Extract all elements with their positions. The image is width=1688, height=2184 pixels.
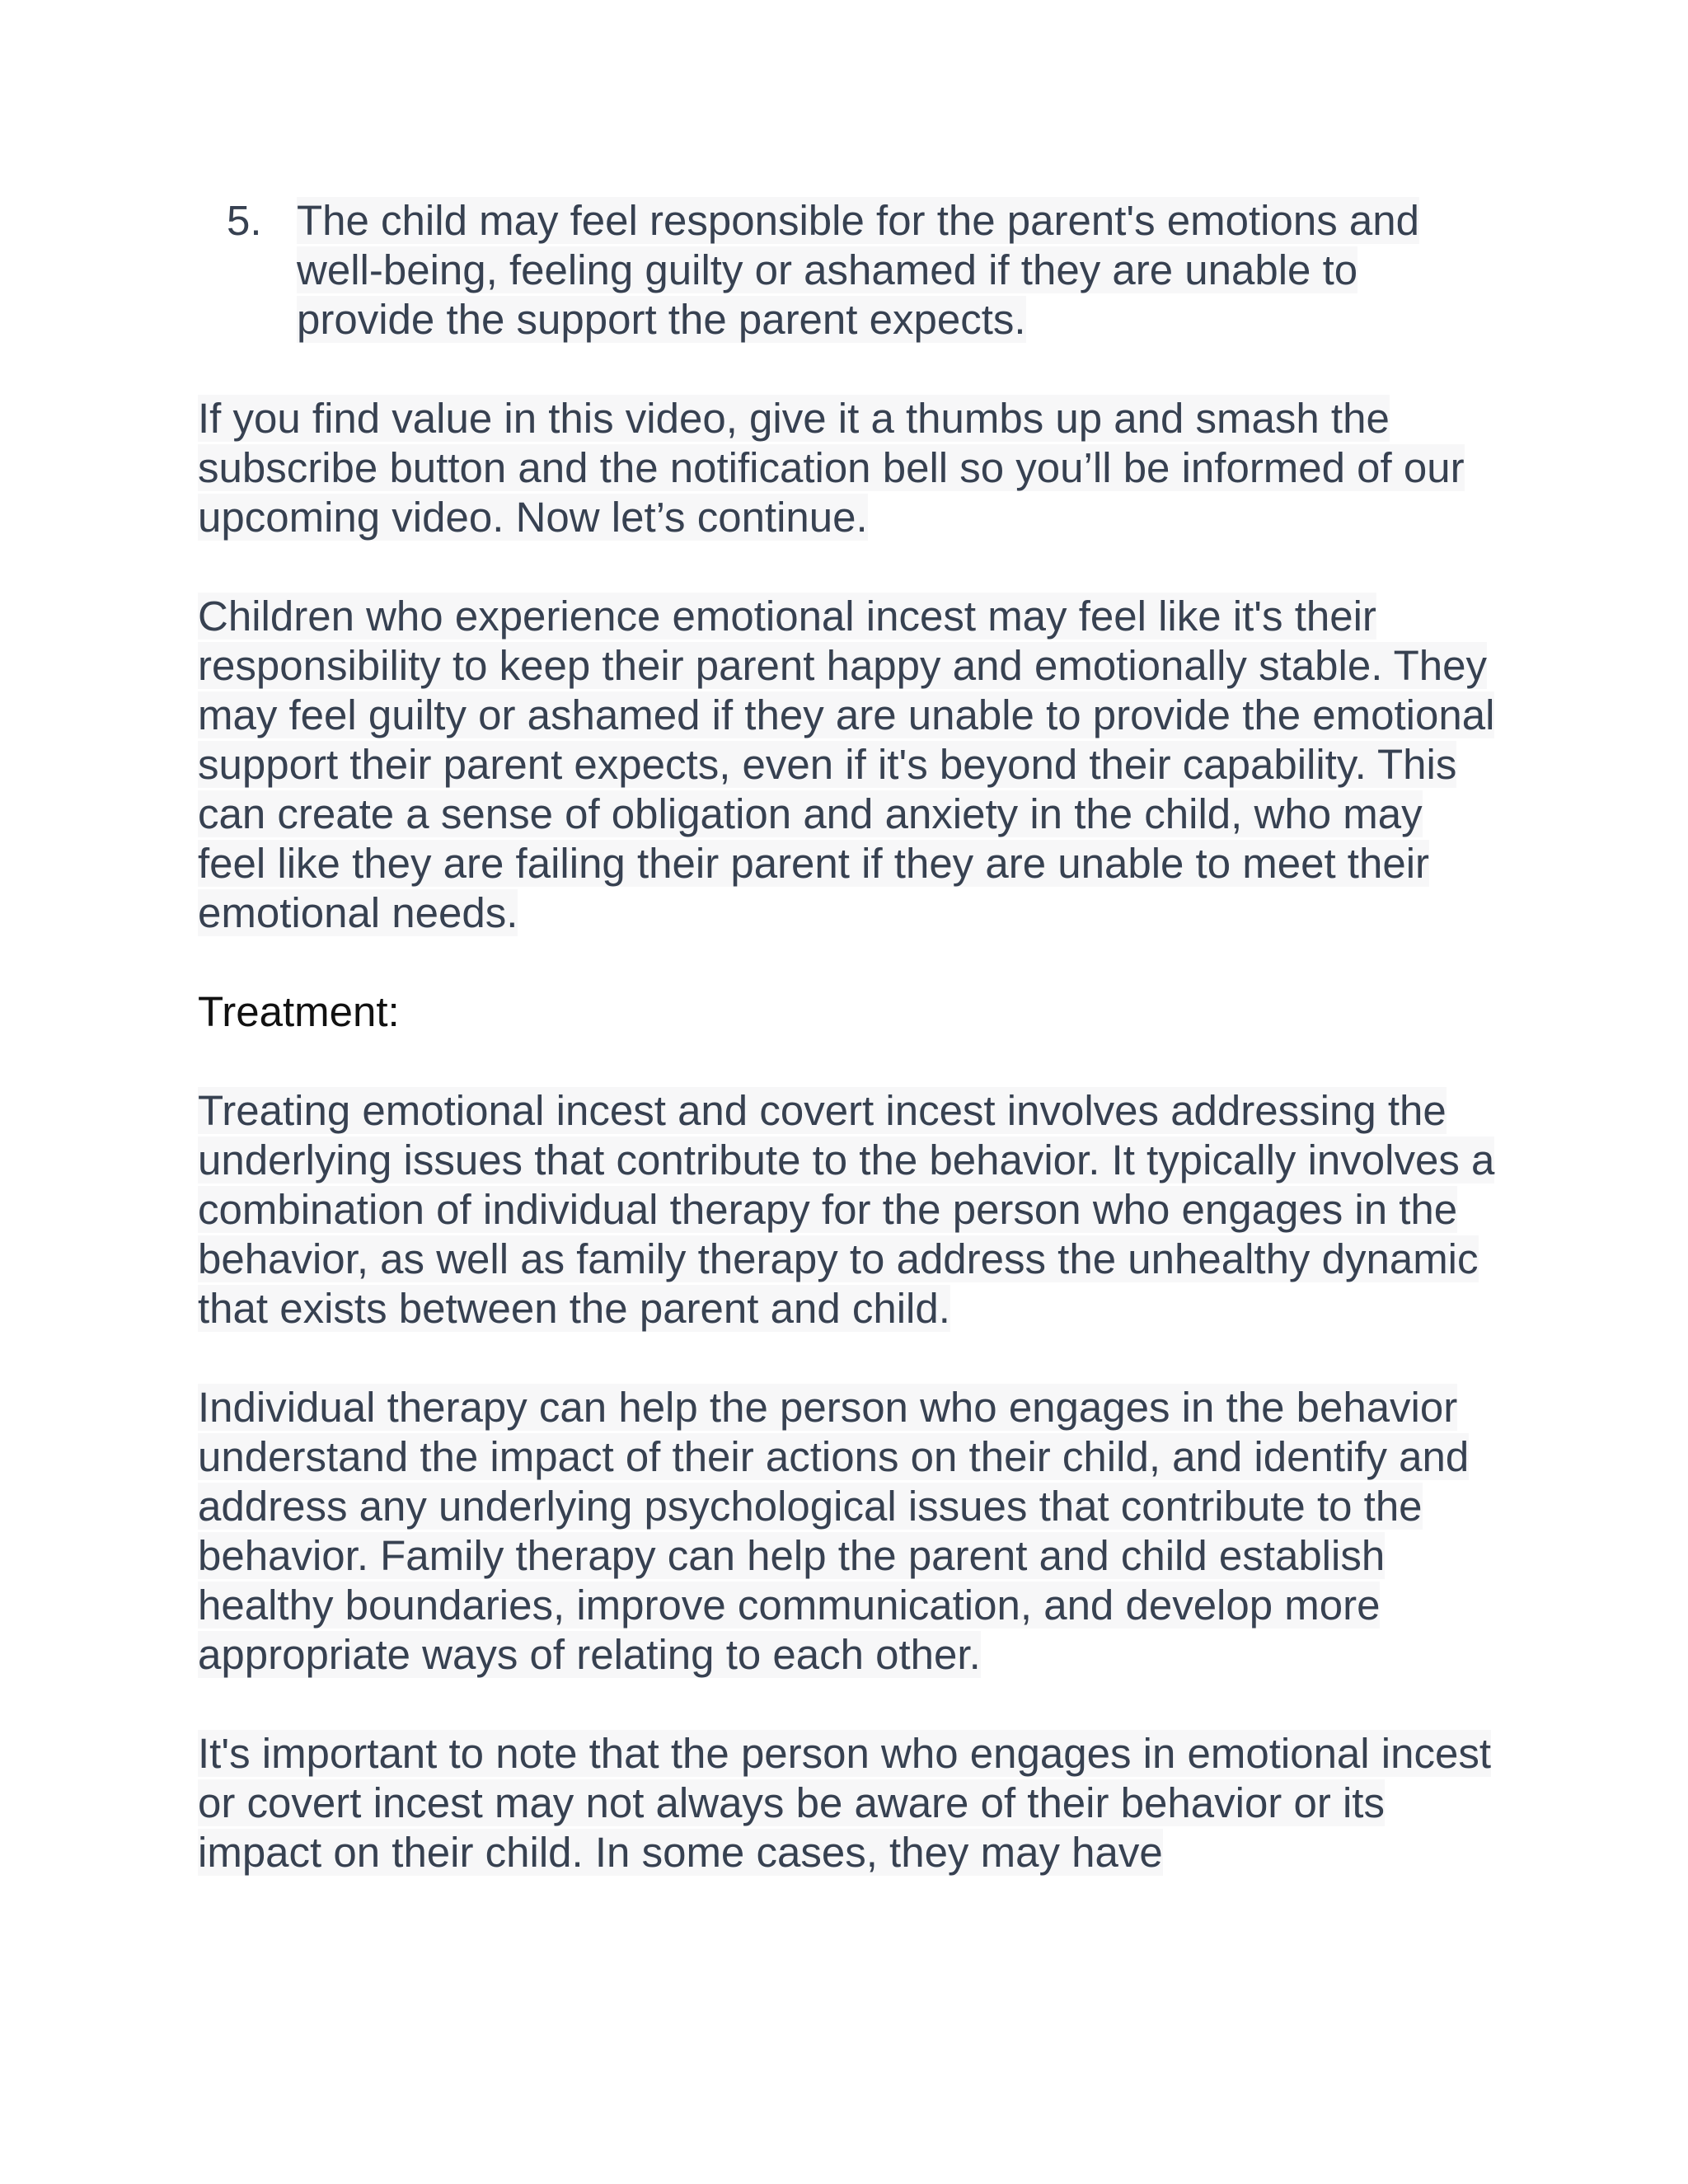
- paragraph-text: Individual therapy can help the person who engages in the behavior understand the impact of their actions on their child, and identify and address any underlying psychological issues that contribute to the behavior. Family therapy can help the parent and child establish healthy boundaries, improve communication, and develop more appropriate ways of relating to each other.: [198, 1384, 1470, 1678]
- list-item-text: [297, 196, 1500, 344]
- paragraph-text: It's important to note that the person who engages in emotional incest or covert incest may not always be aware of their behavior or its impact on their child. In some cases, they may have: [198, 1730, 1492, 1876]
- section-heading-treatment: Treatment:: [198, 988, 400, 1035]
- list-number: 5.: [227, 197, 262, 244]
- paragraph-text: If you find value in this video, give it a thumbs up and smash the subscribe button and the notification bell so you’ll be informed of our upcoming video. Now let’s continue.: [198, 395, 1465, 541]
- responsibility-paragraph: [198, 592, 1500, 938]
- treatment-paragraph-3: [198, 1729, 1500, 1877]
- subscribe-paragraph: [198, 394, 1500, 542]
- treatment-paragraph-1: [198, 1086, 1500, 1333]
- list-item-5: [227, 196, 1500, 344]
- list-item-text-content: The child may feel responsible for the parent's emotions and well-being, feeling guilty or ashamed if they are unable to provide the support the parent expects.: [297, 197, 1419, 343]
- treatment-paragraph-2: [198, 1383, 1500, 1680]
- paragraph-text: Treating emotional incest and covert incest involves addressing the underlying issues that contribute to the behavior. It typically involves a combination of individual therapy for the person who engages in the behavior, as well as family therapy to address the unhealthy dynamic that exists between the parent and child.: [198, 1087, 1495, 1332]
- document-body: [198, 196, 1500, 1877]
- paragraph-text: Children who experience emotional incest may feel like it's their responsibility to keep their parent happy and emotionally stable. They may feel guilty or ashamed if they are unable to provide the emotional support their parent expects, even if it's beyond their capability. This can create a sense of obligation and anxiety in the child, who may feel like they are failing their parent if they are unable to meet their emotional needs.: [198, 593, 1495, 936]
